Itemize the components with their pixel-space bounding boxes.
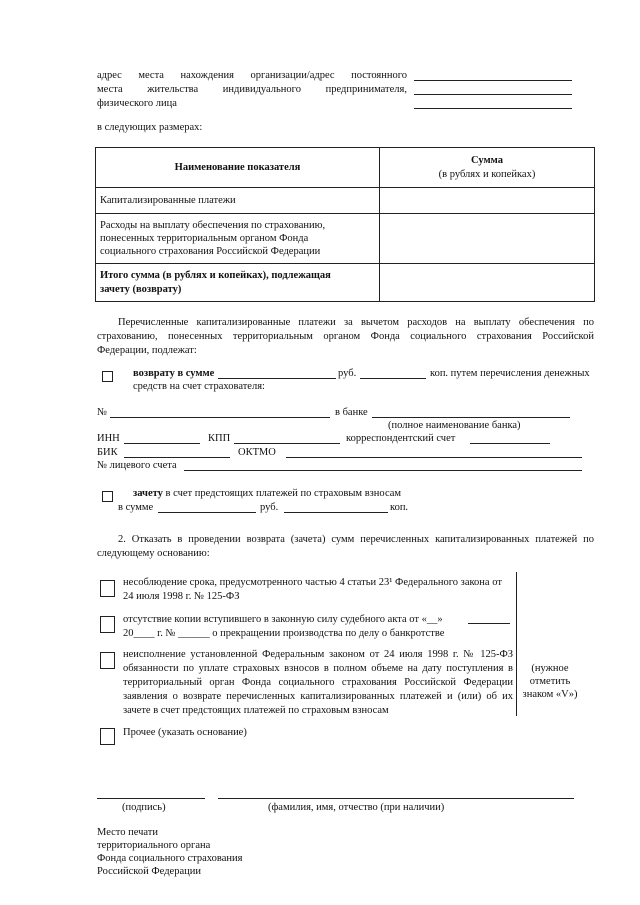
row-expenses-line-2: понесенных территориальным органом Фонда	[100, 232, 309, 244]
refund-label: возврату в сумме	[133, 368, 215, 379]
cell-total-sum[interactable]	[380, 264, 595, 302]
address-line-1: адрес места нахождения организации/адрес постоянного	[97, 70, 407, 81]
refund-checkbox[interactable]	[102, 371, 113, 382]
reason-other-label: Прочее (указать основание)	[123, 727, 247, 738]
bik-field[interactable]	[124, 457, 230, 458]
offset-rest: в счет предстоящих платежей по страховым взносам	[165, 488, 402, 499]
stamp-line-2: территориального органа	[97, 840, 211, 852]
kpp-label: КПП	[208, 433, 231, 444]
signature-hint: (подпись)	[122, 802, 166, 813]
reason-other-checkbox[interactable]	[100, 728, 115, 745]
kpp-field[interactable]	[234, 443, 340, 444]
reason-nonpayment-line-3: территориальный орган Фонда социального страхования Российской Федерации	[123, 677, 513, 688]
offset-checkbox[interactable]	[102, 491, 113, 502]
reason-court-field[interactable]	[468, 623, 510, 624]
header-sum-unit: (в рублях и копейках)	[438, 168, 536, 180]
reason-deadline-line-1: несоблюдение срока, предусмотренного частью 4 статьи 23¹ Федерального закона от	[123, 577, 502, 588]
bik-label: БИК	[97, 447, 118, 458]
paragraph2-line-1: 2. Отказать в проведении возврата (зачета) сумм перечисленных капитализированных платежей по	[118, 534, 594, 545]
stamp-line-1: Место печати	[97, 827, 159, 838]
row-expenses-line-1: Расходы на выплату обеспечения по страхованию,	[100, 219, 326, 231]
address-field-2[interactable]	[414, 94, 572, 95]
reason-nonpayment-line-4: заявления о возврате перечисленных капитализированных платежей и (или) об их	[123, 691, 513, 702]
bank-name-hint: (полное наименование банка)	[388, 420, 521, 431]
reasons-note-line-3: знаком «V»)	[522, 689, 578, 701]
signature-field[interactable]	[97, 798, 205, 799]
paragraph1-line-3: Федерации, подлежат:	[97, 345, 197, 356]
oktmo-field[interactable]	[286, 457, 582, 458]
row-total-line-1: Итого сумма (в рублях и копейках), подлежащая	[100, 270, 331, 282]
reason-deadline-line-2: 24 июля 1998 г. № 125-ФЗ	[123, 591, 240, 602]
reason-nonpayment-line-1: неисполнение установленной Федеральным законом от 24 июля 1998 г. № 125-ФЗ	[123, 649, 513, 660]
reason-nonpayment-line-5: зачете в счет предстоящих платежей по страховым взносам	[123, 705, 389, 716]
reason-court-checkbox[interactable]	[100, 616, 115, 633]
inn-label: ИНН	[97, 433, 120, 444]
stamp-line-4: Российской Федерации	[97, 866, 201, 878]
row-capitalized: Капитализированные платежи	[96, 188, 380, 214]
bank-name-field[interactable]	[372, 417, 570, 418]
reasons-divider	[516, 572, 517, 716]
paragraph2-line-2: следующему основанию:	[97, 548, 210, 559]
row-total-line-2: зачету (возврату)	[100, 283, 182, 295]
in-bank-label: в банке	[335, 407, 368, 418]
account-no-label: №	[97, 407, 108, 418]
row-expenses-line-3: социального страхования Российской Федерации	[100, 246, 321, 258]
personal-account-field[interactable]	[184, 470, 582, 471]
refund-rub-field[interactable]	[218, 378, 336, 379]
address-line-3: физического лица	[97, 98, 177, 109]
paragraph1-line-1: Перечисленные капитализированные платежи за вычетом расходов на выплату обеспечения по	[118, 317, 594, 328]
offset-kop-label: коп.	[390, 502, 409, 513]
refund-rub-label: руб.	[338, 368, 357, 379]
refund-kop-label: коп. путем перечисления денежных	[430, 368, 590, 379]
offset-in-sum-label: в сумме	[118, 502, 154, 513]
oktmo-label: ОКТМО	[238, 447, 276, 458]
sums-table	[95, 147, 595, 302]
header-sum-title: Сумма	[471, 155, 503, 167]
intro-text: в следующих размерах:	[97, 122, 203, 133]
reason-deadline-checkbox[interactable]	[100, 580, 115, 597]
row-expenses	[96, 214, 380, 264]
header-sum	[380, 148, 595, 188]
fio-field[interactable]	[218, 798, 574, 799]
reasons-note	[520, 662, 580, 701]
fio-hint: (фамилия, имя, отчество (при наличии)	[268, 802, 445, 813]
row-total	[96, 264, 380, 302]
reasons-note-line-1: (нужное	[531, 663, 569, 674]
offset-kop-field[interactable]	[284, 512, 388, 513]
reason-nonpayment-checkbox[interactable]	[100, 652, 115, 669]
account-no-field[interactable]	[110, 417, 330, 418]
offset-rub-label: руб.	[260, 502, 279, 513]
corr-account-field[interactable]	[470, 443, 550, 444]
cell-expenses-sum[interactable]	[380, 214, 595, 264]
reason-court-line-2: 20____ г. № ______ о прекращении производства по делу о банкротстве	[123, 628, 445, 639]
reason-nonpayment-line-2: обязанности по уплате страховых взносов в полном объеме на дату поступления в	[123, 663, 513, 674]
inn-field[interactable]	[124, 443, 200, 444]
address-line-2: места жительства индивидуального предпринимателя,	[97, 84, 407, 95]
personal-account-label: № лицевого счета	[97, 460, 177, 471]
refund-line-2: средств на счет страхователя:	[133, 381, 265, 392]
offset-label: зачету	[133, 488, 163, 499]
stamp-line-3: Фонда социального страхования	[97, 853, 243, 865]
offset-label-wrap	[133, 487, 401, 500]
stamp-block	[97, 826, 242, 879]
cell-capitalized-sum[interactable]	[380, 188, 595, 214]
corr-account-label: корреспондентский счет	[346, 433, 456, 444]
reasons-note-line-2: отметить	[529, 676, 571, 688]
address-field-3[interactable]	[414, 108, 572, 109]
header-indicator: Наименование показателя	[96, 148, 380, 188]
refund-kop-field[interactable]	[360, 378, 426, 379]
paragraph1-line-2: страхованию, понесенных территориальным органом Фонда социального страхования Российской	[97, 331, 594, 342]
offset-rub-field[interactable]	[158, 512, 256, 513]
address-field-1[interactable]	[414, 80, 572, 81]
reason-court-line-1: отсутствие копии вступившего в законную силу судебного акта от «__»	[123, 614, 443, 625]
